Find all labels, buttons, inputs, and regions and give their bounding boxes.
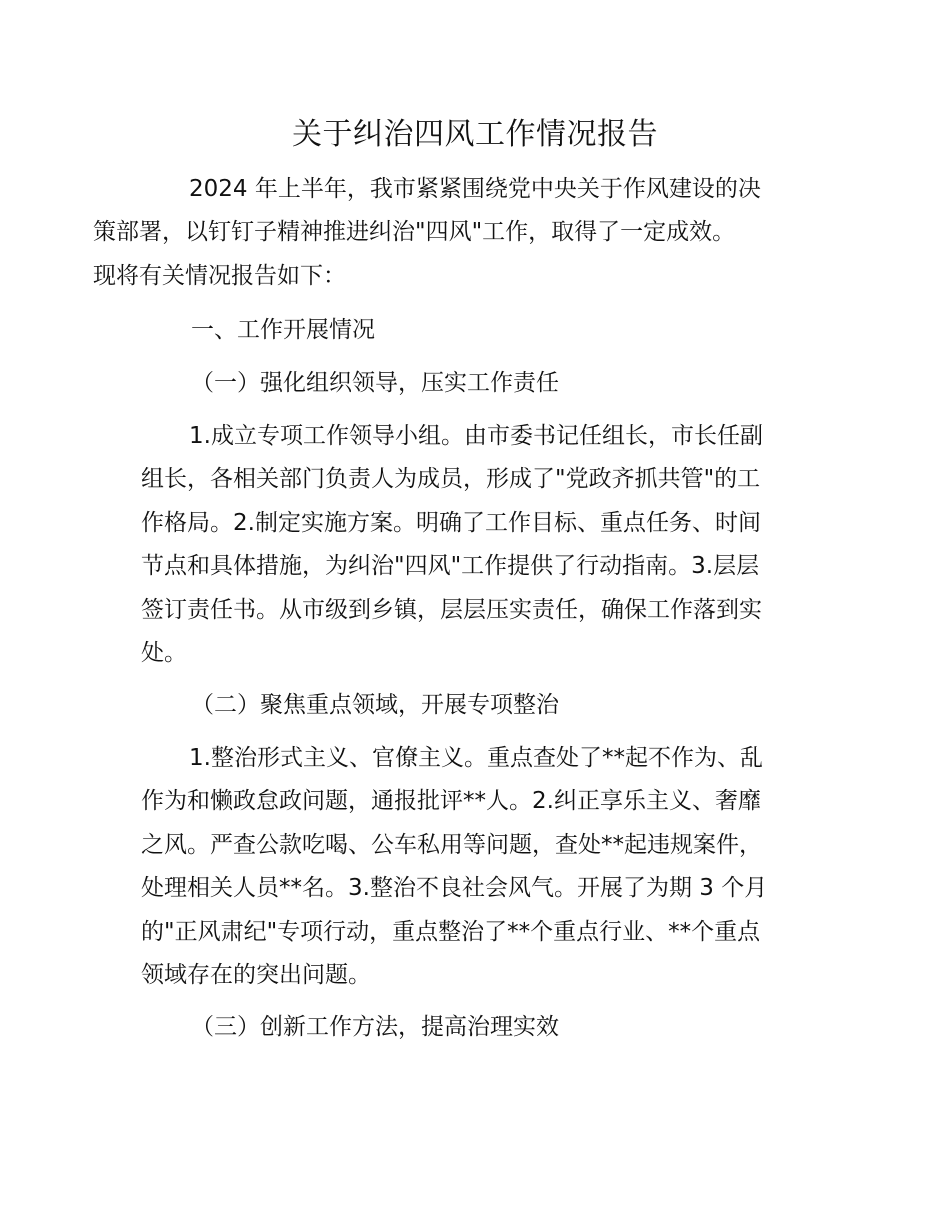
intro-paragraph [93,168,821,298]
paragraph-line: 签订责任书。从市级到乡镇，层层压实责任，确保工作落到实 [141,596,762,623]
paragraph-line: 1.成立专项工作领导小组。由市委书记任组长，市长任副 [189,423,763,449]
subsection-2-paragraph [141,737,821,997]
intro-line: 2024 年上半年，我市紧紧围绕党中央关于作风建设的决 [189,176,761,202]
paragraph-line: 领域存在的突出问题。 [141,962,371,989]
paragraph-line: 的"正风肃纪"专项行动，重点整治了**个重点行业、**个重点 [141,918,761,945]
paragraph-line: 1.整治形式主义、官僚主义。重点查处了**起不作为、乱 [189,745,763,771]
paragraph-line: 作格局。2.制定实施方案。明确了工作目标、重点任务、时间 [141,509,761,536]
paragraph-line: 组长，各相关部门负责人为成员，形成了"党政齐抓共管"的工 [141,466,761,493]
subsection-1-paragraph [141,415,821,675]
intro-line: 策部署，以钉钉子精神推进纠治"四风"工作，取得了一定成效。 [93,219,736,246]
section-heading-1: 一、工作开展情况 [191,317,375,343]
paragraph-line: 处理相关人员**名。3.整治不良社会风气。开展了为期 3 个月 [141,875,768,902]
subsection-heading-1: （一）强化组织领导，压实工作责任 [191,370,559,396]
subsection-heading-3: （三）创新工作方法，提高治理实效 [191,1014,559,1040]
intro-line: 现将有关情况报告如下： [93,262,346,289]
paragraph-line: 处。 [141,640,187,667]
paragraph-line: 作为和懒政怠政问题，通报批评**人。2.纠正享乐主义、奢靡 [141,788,761,815]
paragraph-line: 节点和具体措施，为纠治"四风"工作提供了行动指南。3.层层 [141,553,760,580]
document-title: 关于纠治四风工作情况报告 [292,117,658,152]
paragraph-line: 之风。严查公款吃喝、公车私用等问题，查处**起违规案件， [141,831,762,858]
subsection-heading-2: （二）聚焦重点领域，开展专项整治 [191,692,559,718]
